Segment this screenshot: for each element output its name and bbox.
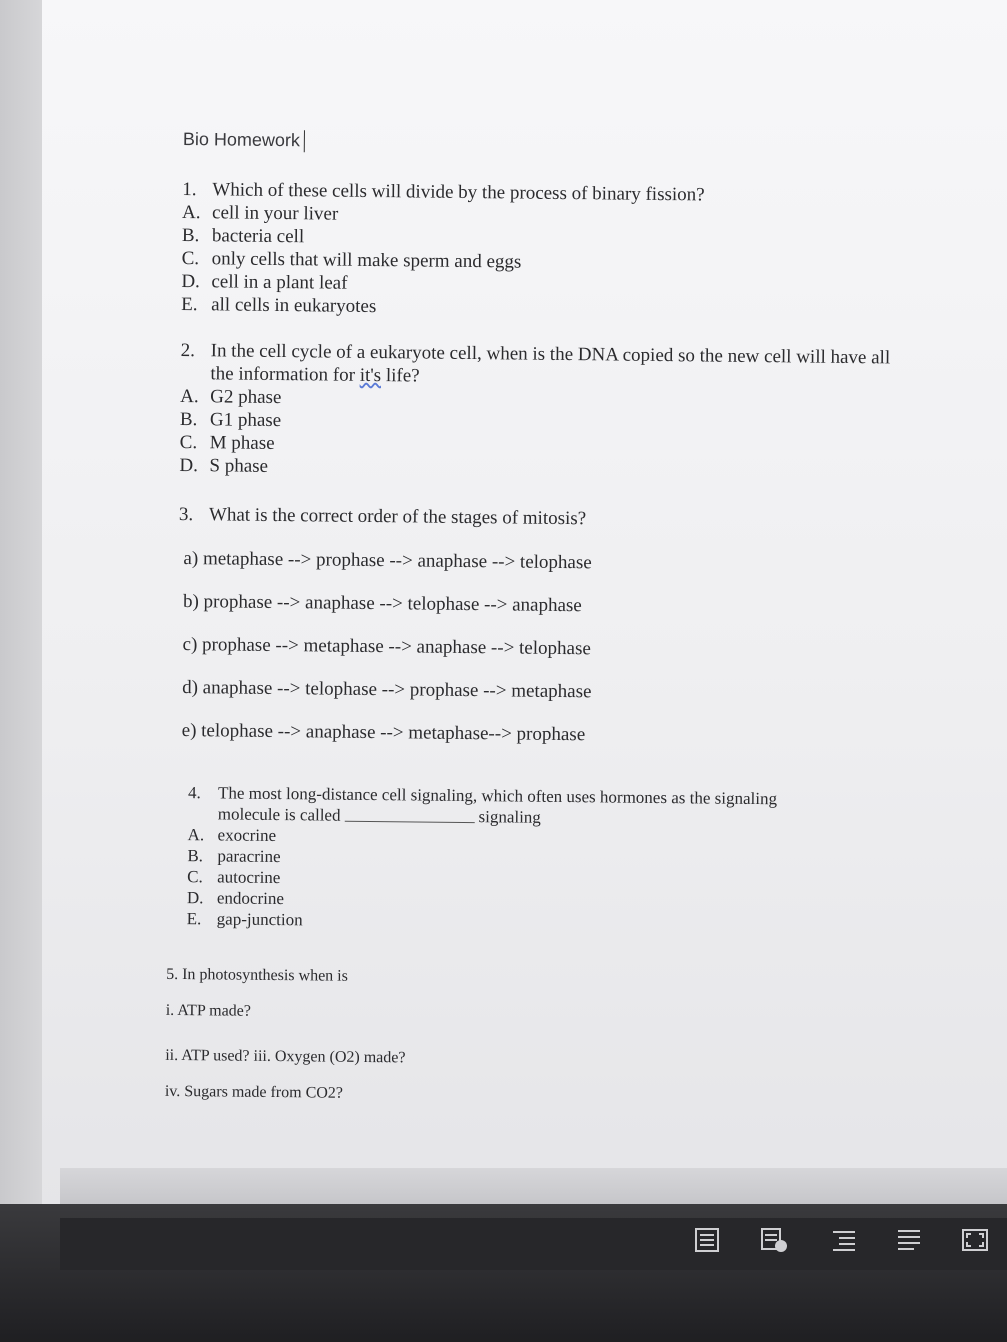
question-text: The most long-distance cell signaling, which often uses hormones as the signaling bbox=[217, 783, 778, 809]
option: A. exocrine bbox=[187, 825, 277, 846]
option: D. S phase bbox=[179, 454, 269, 477]
status-bar bbox=[60, 1218, 1007, 1270]
option: d) anaphase --> telophase --> prophase --> metaphase bbox=[182, 677, 592, 703]
option: b) prophase --> anaphase --> telophase --> anaphase bbox=[182, 591, 582, 617]
option: e) telophase --> anaphase --> metaphase--> prophase bbox=[181, 720, 586, 746]
title-text: Bio Homework bbox=[182, 128, 301, 151]
draft-view-icon[interactable] bbox=[690, 1226, 724, 1254]
focus-mode-icon[interactable] bbox=[958, 1226, 992, 1254]
option: C. autocrine bbox=[187, 867, 281, 888]
question-1 bbox=[181, 178, 962, 324]
option: B. bacteria cell bbox=[181, 224, 305, 248]
document-body[interactable] bbox=[164, 128, 963, 1110]
question-number: 3. bbox=[178, 503, 194, 526]
question-4 bbox=[187, 782, 956, 937]
question-text: In the cell cycle of a eukaryote cell, when is the DNA copied so the new cell will have all bbox=[210, 340, 891, 369]
option: D. cell in a plant leaf bbox=[181, 270, 348, 294]
question-text: What is the correct order of the stages of mitosis? bbox=[208, 504, 587, 530]
spellcheck-underline[interactable]: it's bbox=[359, 364, 382, 387]
question-5 bbox=[165, 965, 954, 1110]
question-text: Which of these cells will divide by the process of binary fission? bbox=[212, 179, 705, 206]
option: C. only cells that will make sperm and eggs bbox=[181, 247, 522, 273]
question-part: ii. ATP used? iii. Oxygen (O2) made? bbox=[165, 1046, 406, 1067]
option: E. gap-junction bbox=[186, 909, 303, 930]
publishing-layout-icon[interactable] bbox=[827, 1226, 861, 1254]
question-number: 1. bbox=[182, 178, 197, 201]
answer-blank bbox=[344, 821, 474, 823]
option: a) metaphase --> prophase --> anaphase --> telophase bbox=[183, 548, 592, 574]
question-3 bbox=[177, 503, 959, 750]
option: A. G2 phase bbox=[180, 385, 282, 409]
question-number: 2. bbox=[180, 339, 196, 362]
question-text-line2: molecule is called signaling bbox=[217, 804, 541, 827]
text-cursor bbox=[304, 130, 305, 152]
option: C. M phase bbox=[179, 431, 275, 454]
question-text-line2: the information for it's life? bbox=[210, 363, 420, 387]
option: E. all cells in eukaryotes bbox=[181, 293, 377, 318]
question-number: 4. bbox=[187, 783, 201, 803]
outline-view-icon[interactable] bbox=[757, 1226, 791, 1254]
option: A. cell in your liver bbox=[182, 201, 339, 225]
question-part: iv. Sugars made from CO2? bbox=[164, 1082, 344, 1102]
question-part: i. ATP made? bbox=[165, 1001, 252, 1020]
print-layout-icon[interactable] bbox=[892, 1226, 926, 1254]
option: B. G1 phase bbox=[179, 408, 282, 432]
question-2 bbox=[179, 339, 960, 485]
question-text: 5. In photosynthesis when is bbox=[166, 965, 348, 985]
option: c) prophase --> metaphase --> anaphase --> telophase bbox=[182, 634, 591, 660]
option: B. paracrine bbox=[187, 846, 281, 867]
option: D. endocrine bbox=[186, 888, 285, 909]
